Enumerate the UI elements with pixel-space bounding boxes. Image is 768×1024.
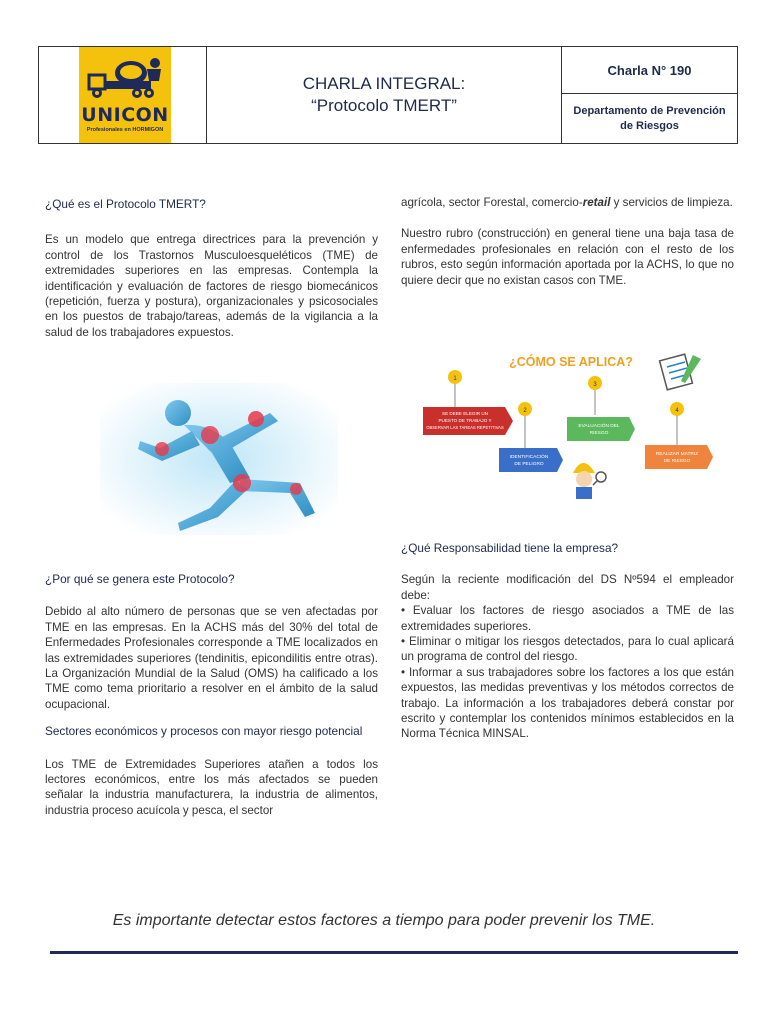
department-name: Departamento de Prevención de Riesgos	[573, 104, 726, 132]
svg-text:2: 2	[523, 408, 527, 414]
paragraph-sectors: Los TME de Extremidades Superiores atañen a todos los lectores económicos, entre los más afectados se pueden señalar la industria manufacturera, la industria de alimentos, industria proceso acuícola y pesca, el sector	[45, 757, 378, 817]
logo-word: UNICON	[81, 104, 169, 126]
infographic-title: ¿CÓMO SE APLICA?	[509, 355, 633, 369]
info-cell	[562, 47, 737, 143]
bullet-item: • Evaluar los factores de riesgo asociados a TME de las extremidades superiores.	[401, 604, 734, 633]
bullet-item: • Eliminar o mitigar los riesgos detectados, para lo cual aplicará un programa de control del riesgo.	[401, 635, 734, 664]
paragraph-construction: Nuestro rubro (construcción) en general tiene una baja tasa de enfermedades profesionales en relación con el resto de los rubros, esto según información aportada por la ACHS, lo que no quiere decir que no existan casos con TME.	[401, 227, 734, 287]
footer-divider	[50, 951, 738, 954]
svg-text:SE DEBE ELEGIR UN: SE DEBE ELEGIR UN	[442, 411, 488, 416]
clipboard-icon	[660, 354, 701, 390]
bullet-item: • Informar a sus trabajadores sobre los factores a los que están expuestos, las medidas preventivas y los métodos correctos de trabajo. La información a los trabajadores deberá constar por escrito y contemplar los contenidos mínimos establecidos en la Norma Técnica MINSAL.	[401, 665, 734, 741]
section-heading-responsibility: ¿Qué Responsabilidad tiene la empresa?	[401, 541, 619, 555]
mixer-truck-icon	[83, 55, 167, 105]
svg-text:REALIZAR MATRIZ: REALIZAR MATRIZ	[655, 452, 699, 457]
svg-text:DE RIESGO: DE RIESGO	[663, 459, 691, 464]
paragraph-why: Debido al alto número de personas que se ven afectadas por TME en las empresas. En la ACHS más del 30% del total de Enfermedades Profesionales corresponde a TME localizados en las extremidades superiores (tendinitis, epicondilitis entre otras). La Organización Mundial de la Salud (OMS) ha calificado a los TME como tema prioritario a resolver en el ámbito de la salud ocupacional.	[45, 605, 378, 711]
step-2-box	[499, 448, 563, 472]
step-1-box	[423, 407, 513, 435]
paragraph-sectors-cont: agrícola, sector Forestal, comercio-retail y servicios de limpieza.	[401, 196, 733, 209]
section-heading-sectors: Sectores económicos y procesos con mayor riesgo potencial	[45, 724, 363, 739]
step-4-box	[645, 445, 713, 469]
charla-number: Charla N° 190	[562, 47, 737, 94]
svg-text:1: 1	[453, 376, 457, 382]
how-it-applies-infographic	[401, 345, 735, 500]
logo-cell	[39, 47, 207, 143]
left-column-bottom	[45, 572, 378, 818]
unicon-logo	[79, 47, 171, 143]
paragraph-employer: Según la reciente modificación del DS Nº594 el empleador debe:	[401, 573, 734, 602]
right-column-top	[401, 195, 734, 288]
title-cell	[207, 47, 562, 143]
page-title-line2: “Protocolo TMERT”	[311, 96, 457, 115]
svg-text:4: 4	[675, 408, 679, 414]
svg-text:DE PELIGRO: DE PELIGRO	[514, 462, 544, 467]
footer-message: Es importante detectar estos factores a tiempo para poder prevenir los TME.	[112, 912, 656, 929]
svg-text:PUESTO DE TRABAJO Y: PUESTO DE TRABAJO Y	[438, 418, 492, 423]
step-3-box	[567, 417, 635, 441]
inspector-icon	[573, 463, 606, 499]
left-column-top	[45, 197, 378, 340]
svg-text:EVALUACIÓN DEL: EVALUACIÓN DEL	[578, 424, 620, 429]
page-title-line1: CHARLA INTEGRAL:	[302, 74, 466, 93]
body-anatomy-image	[100, 383, 338, 535]
section-heading-why: ¿Por qué se genera este Protocolo?	[45, 572, 235, 586]
section-heading-what: ¿Qué es el Protocolo TMERT?	[45, 197, 206, 211]
svg-text:IDENTIFICACIÓN: IDENTIFICACIÓN	[509, 455, 549, 460]
right-column-bottom	[401, 541, 734, 742]
logo-subtitle: Profesionales en HORMIGON	[86, 127, 164, 133]
svg-text:OBSERVAR LAS TAREAS REPETITIVA: OBSERVAR LAS TAREAS REPETITIVAS	[426, 425, 504, 430]
svg-text:3: 3	[593, 382, 597, 388]
svg-text:RIESGO: RIESGO	[589, 431, 609, 436]
paragraph-what: Es un modelo que entrega directrices para la prevención y control de los Trastornos Musculoesqueléticos (TME) de extremidades superiores en las empresas. Contempla la identificación y evaluación de factores de riesgo biomecánicos (repetición, fuerza y postura), organizacionales y psicosociales en los puestos de trabajo/tareas, además de la vigilancia a la salud de los trabajadores expuestos.	[45, 233, 378, 339]
header-table	[38, 46, 738, 144]
